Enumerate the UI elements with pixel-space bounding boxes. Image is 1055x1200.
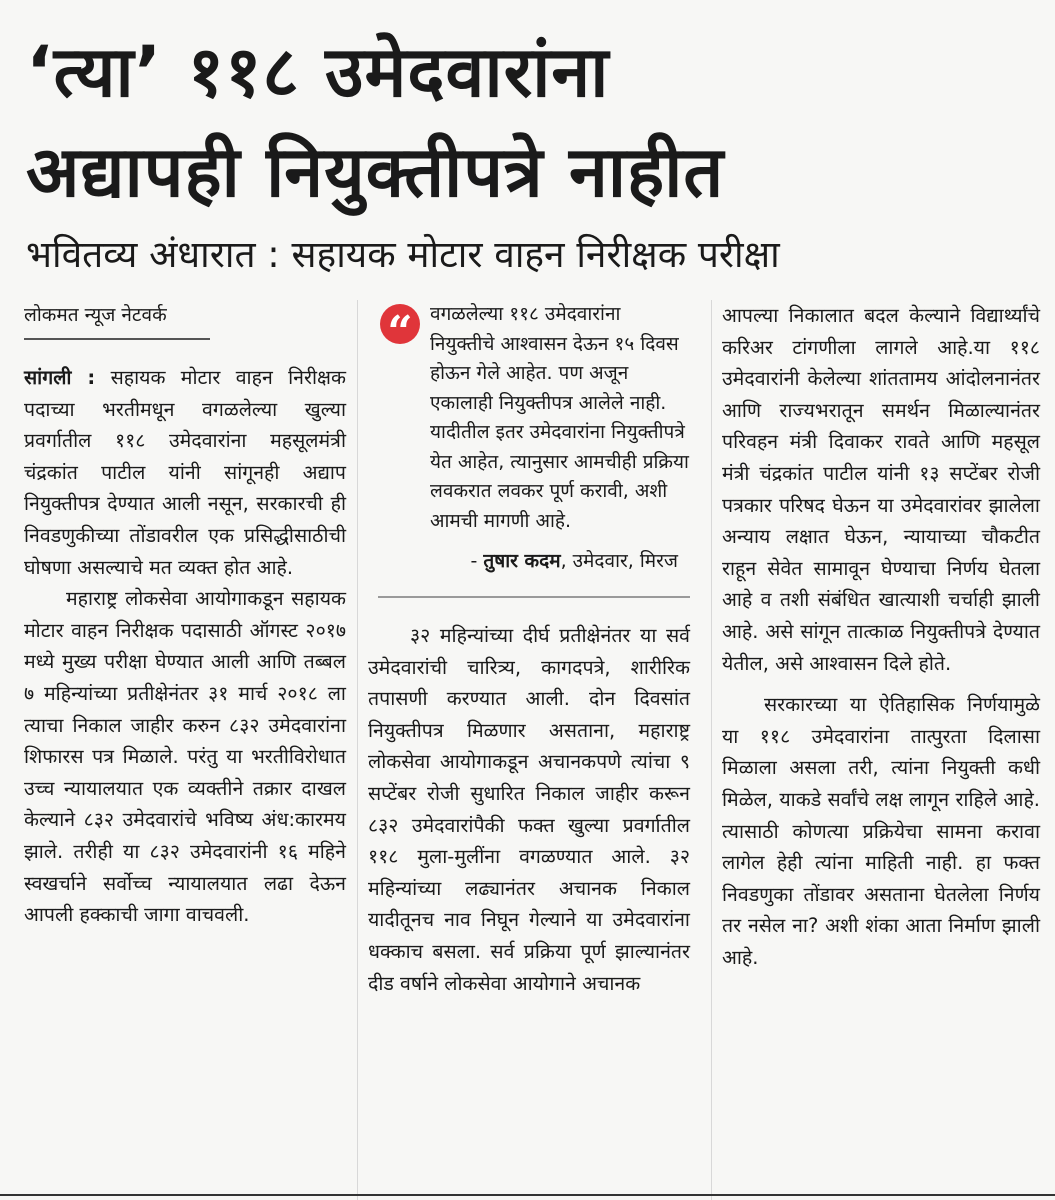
article-column-1	[24, 300, 346, 931]
article-paragraph: सरकारच्या या ऐतिहासिक निर्णयामुळे या ११८ उमेदवारांना तात्पुरता दिलासा मिळाला असला तरी, त्यांना नियुक्ती कधी मिळेल, याकडे सर्वांचे लक्ष लागून राहिले आहे. त्यासाठी कोणत्या प्रक्रियेचा सामना करावा लागेल हेही त्यांना माहिती नाही. हा फक्त निवडणुका तोंडावर असताना घेतलेला निर्णय तर नसेल ना? अशी शंका आता निर्माण झाली आहे.	[722, 693, 1040, 969]
quote-author-role: , उमेदवार, मिरज	[560, 550, 678, 572]
article-paragraph: ३२ महिन्यांच्या दीर्घ प्रतीक्षेनंतर या सर्व उमेदवारांची चारित्र्य, कागदपत्रे, शारीरिक तपासणी करण्यात आली. दोन दिवसांत नियुक्तीपत्र मिळणार असताना, महाराष्ट्र लोकसेवा आयोगाकडून अचानकपणे त्यांचा ९ सप्टेंबर रोजी सुधारित निकाल जाहीर करून ८३२ उमेदवारांपैकी फक्त खुल्या प्रवर्गातील ११८ मुला-मुलींना वगळण्यात आले. ३२ महिन्यांच्या लढ्यानंतर अचानक निकाल यादीतूनच नाव निघून गेल्याने या उमेदवारांना धक्काच बसला. सर्व प्रक्रिया पूर्ण झाल्यानंतर दीड वर्षाने लोकसेवा आयोगाने अचानक	[368, 624, 690, 995]
dateline: सांगली :	[24, 366, 96, 389]
article-column-2	[368, 300, 690, 999]
column-divider	[711, 300, 712, 1200]
pull-quote	[368, 300, 690, 536]
quote-author	[368, 546, 678, 576]
column-divider	[357, 300, 358, 1200]
quote-author-prefix: -	[470, 550, 484, 572]
byline: लोकमत न्यूज नेटवर्क	[24, 300, 210, 340]
headline	[26, 22, 1036, 222]
bottom-border	[0, 1194, 1055, 1196]
headline-line-1: ‘त्या’ ११८ उमेदवारांना	[26, 31, 610, 113]
quote-author-name: तुषार कदम	[483, 550, 561, 572]
article-paragraph	[24, 362, 346, 583]
quote-text: वगळलेल्या ११८ उमेदवारांना नियुक्तीचे आश्वासन देऊन १५ दिवस होऊन गेले आहेत. पण अजून एकालाही नियुक्तीपत्र आलेले नाही. यादीतील इतर उमेदवारांना नियुक्तीपत्रे येत आहेत, त्यानुसार आमचीही प्रक्रिया लवकरात लवकर पूर्ण करावी, अशी आमची मागणी आहे.	[430, 303, 689, 532]
article-paragraph: महाराष्ट्र लोकसेवा आयोगाकडून सहायक मोटार वाहन निरीक्षक पदासाठी ऑगस्ट २०१७ मध्ये मुख्य परीक्षा घेण्यात आली आणि तब्बल ७ महिन्यांच्या प्रतीक्षेनंतर ३१ मार्च २०१८ ला त्याचा निकाल जाहीर करुन ८३२ उमेदवारांना शिफारस पत्र मिळाले. परंतु या भरतीविरोधात उच्च न्यायालयात एक व्यक्तीने तक्रार दाखल केल्याने ८३२ उमेदवारांचे भविष्य अंध:कारमय झाले. तरीही या ८३२ उमेदवारांनी १६ महिने स्वखर्चाने सर्वोच्च न्यायालयात लढा देऊन आपली हक्काची जागा वाचवली.	[24, 587, 346, 927]
paragraph-text: सहायक मोटार वाहन निरीक्षक पदाच्या भरतीमधून वगळलेल्या खुल्या प्रवर्गातील ११८ उमेदवारांना महसूलमंत्री चंद्रकांत पाटील यांनी सांगूनही अद्याप नियुक्तीपत्र देण्यात आली नसून, सरकारची ही निवडणुकीच्या तोंडावरील एक प्रसिद्धीसाठीची घोषणा असल्याचे मत व्यक्त होत आहे.	[24, 366, 346, 579]
article-paragraph: आपल्या निकालात बदल केल्याने विद्यार्थ्यांचे करिअर टांगणीला लागले आहे.या ११८ उमेदवारांनी केलेल्या शांततामय आंदोलनानंतर आणि राज्यभरातून समर्थन मिळाल्यानंतर परिवहन मंत्री दिवाकर रावते आणि महसूल मंत्री चंद्रकांत पाटील यांनी १३ सप्टेंबर रोजी पत्रकार परिषद घेऊन या उमेदवारांवर झालेला अन्याय लक्षात घेऊन, न्यायाच्या चौकटीत राहून सेवेत सामावून घेण्याचा निर्णय घेतला आहे व तशी संबंधित खात्याशी चर्चाही झाली आहे. असे सांगून तात्काळ नियुक्तीपत्रे देण्यात येतील, असे आश्वासन दिले होते.	[722, 304, 1040, 675]
quote-divider	[378, 596, 690, 598]
article-column-3	[722, 300, 1040, 973]
quote-mark-icon: “	[380, 304, 420, 344]
subheadline: भवितव्य अंधारात : सहायक मोटार वाहन निरीक्षक परीक्षा	[26, 233, 780, 276]
headline-line-2: अद्यापही नियुक्तीपत्रे नाहीत	[26, 131, 725, 213]
